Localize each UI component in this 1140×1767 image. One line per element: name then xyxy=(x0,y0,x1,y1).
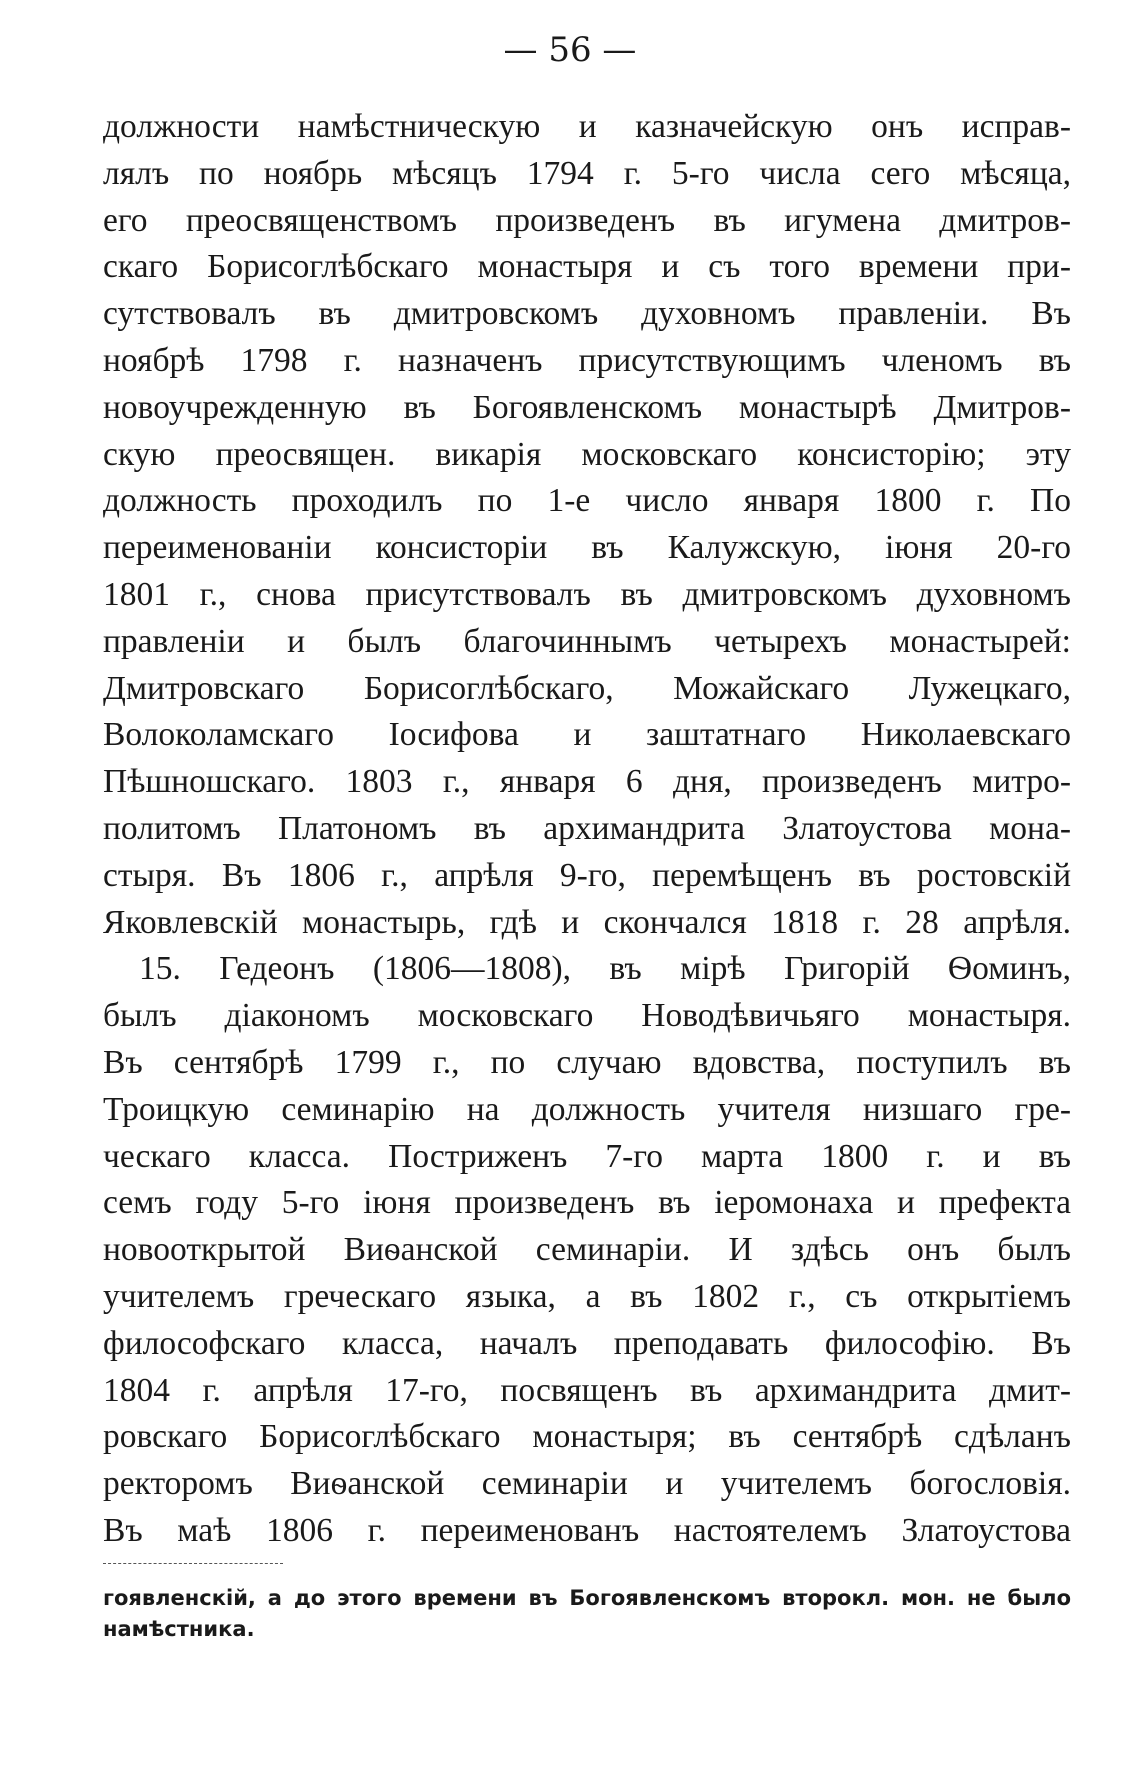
text-line: сутствовалъ въ дмитровскомъ духовномъ правленіи. Въ xyxy=(103,295,1071,333)
text-line: скую преосвящен. викарія московскаго консисторію; эту xyxy=(103,435,1071,473)
text-line: былъ діакономъ московскаго Новодѣвичьяго монастыря. xyxy=(103,997,1071,1035)
text-line: новооткрытой Виѳанской семинаріи. И здѣсь онъ былъ xyxy=(103,1231,1071,1269)
footnote-line: намѣстника. xyxy=(103,1616,255,1641)
text-line: политомъ Платономъ въ архимандрита Златоустова мона- xyxy=(103,809,1071,847)
text-line: скаго Борисоглѣбскаго монастыря и съ того времени при- xyxy=(103,248,1071,286)
footnote-separator xyxy=(103,1563,283,1564)
text-line: ноябрѣ 1798 г. назначенъ присутствующимъ членомъ въ xyxy=(103,341,1071,379)
text-line: должность проходилъ по 1-е число января 1800 г. По xyxy=(103,482,1071,520)
text-line: 1801 г., снова присутствовалъ въ дмитровскомъ духовномъ xyxy=(103,575,1071,613)
page-number: — 56 — xyxy=(503,30,637,70)
text-line: Въ маѣ 1806 г. переименованъ настоятелемъ Златоустова xyxy=(103,1511,1071,1549)
text-line: ческаго класса. Постриженъ 7-го марта 1800 г. и въ xyxy=(103,1137,1071,1175)
text-line: философскаго класса, началъ преподавать философію. Въ xyxy=(103,1324,1071,1362)
text-line: должности намѣстническую и казначейскую онъ исправ- xyxy=(103,108,1071,145)
text-line: Троицкую семинарію на должность учителя низшаго гре- xyxy=(103,1090,1071,1128)
text-line: переименованіи консисторіи въ Калужскую, іюня 20-го xyxy=(103,529,1071,567)
footnote-line: гоявленскій, а до этого времени въ Богоявленскомъ второкл. мон. не было xyxy=(103,1585,1071,1610)
text-line: новоучрежденную въ Богоявленскомъ монастырѣ Дмитров- xyxy=(103,388,1071,426)
text-line: Пѣшношскаго. 1803 г., января 6 дня, произведенъ митро- xyxy=(103,763,1071,801)
text-line: Яковлевскій монастырь, гдѣ и скончался 1818 г. 28 апрѣля. xyxy=(103,903,1071,941)
text-line: 1804 г. апрѣля 17-го, посвященъ въ архимандрита дмит- xyxy=(103,1371,1071,1409)
text-line: ровскаго Борисоглѣбскаго монастыря; въ сентябрѣ сдѣланъ xyxy=(103,1418,1071,1456)
main-text xyxy=(103,104,1071,1555)
text-line: правленіи и былъ благочиннымъ четырехъ монастырей: xyxy=(103,622,1071,660)
text-line: Волоколамскаго Іосифова и заштатнаго Николаевскаго xyxy=(103,716,1071,754)
text-line: учителемъ греческаго языка, а въ 1802 г., съ открытіемъ xyxy=(103,1277,1071,1315)
text-line: стыря. Въ 1806 г., апрѣля 9-го, перемѣщенъ въ ростовскій xyxy=(103,856,1071,894)
text-line: Въ сентябрѣ 1799 г., по случаю вдовства, поступилъ въ xyxy=(103,1043,1071,1081)
text-line: семъ году 5-го іюня произведенъ въ іеромонаха и префекта xyxy=(103,1184,1071,1222)
text-line: лялъ по ноябрь мѣсяцъ 1794 г. 5-го числа сего мѣсяца, xyxy=(103,154,1071,192)
text-line: ректоромъ Виѳанской семинаріи и учителемъ богословія. xyxy=(103,1465,1071,1503)
text-line: его преосвященствомъ произведенъ въ игумена дмитров- xyxy=(103,201,1071,239)
text-line: 15. Гедеонъ (1806—1808), въ мірѣ Григорій Ѳоминъ, xyxy=(139,950,1071,988)
footnote xyxy=(103,1583,1071,1645)
text-line: Дмитровскаго Борисоглѣбскаго, Можайскаго Лужецкаго, xyxy=(103,669,1071,707)
